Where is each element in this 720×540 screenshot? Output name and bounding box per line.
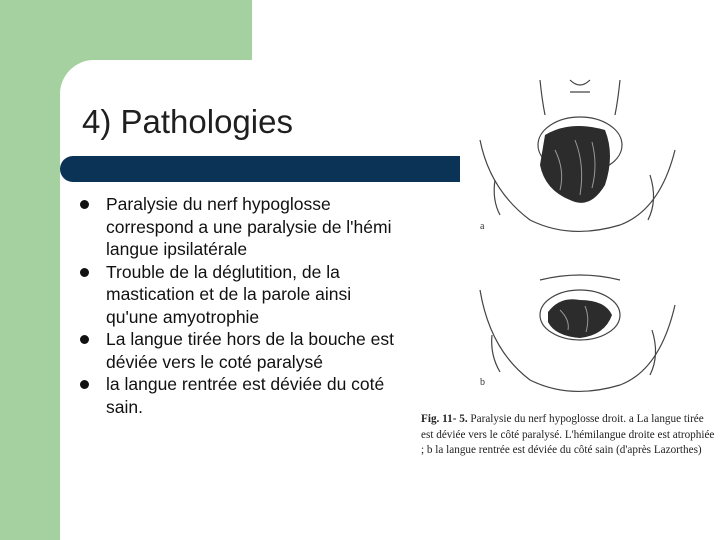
- bullet-text: Trouble de la déglutition, de la mastication et de la parole ainsi qu'une amyotrophie: [106, 261, 352, 327]
- tongue-deviation-drawing: [420, 60, 720, 420]
- figure-caption-text: Paralysie du nerf hypoglosse droit. a La langue tirée est déviée vers le côté paralysé. L'hémilangue droite est atrophiée ; b la langue rentrée est déviée du côté sain (d'après Lazorthes): [421, 413, 715, 456]
- green-accent-left: [0, 0, 60, 540]
- bullet-item: [80, 261, 400, 329]
- bullet-dot-icon: [80, 335, 89, 344]
- figure-reference: Fig. 11- 5.: [421, 413, 468, 425]
- bullet-text: la langue rentrée est déviée du coté sain.: [106, 374, 385, 417]
- panel-label-a: a: [480, 221, 485, 232]
- bullet-dot-icon: [80, 268, 89, 277]
- bullet-list: [80, 193, 400, 418]
- bullet-item: [80, 193, 400, 261]
- figure-caption: [421, 412, 717, 459]
- slide-title: 4) Pathologies: [82, 103, 293, 140]
- bullet-text: La langue tirée hors de la bouche est déviée vers le coté paralysé: [106, 329, 394, 372]
- bullet-dot-icon: [80, 200, 89, 209]
- title-underline-bar: [60, 156, 460, 182]
- bullet-item: [80, 328, 400, 373]
- bullet-dot-icon: [80, 380, 89, 389]
- bullet-item: [80, 373, 400, 418]
- bullet-text: Paralysie du nerf hypoglosse correspond a une paralysie de l'hémi langue ipsilatérale: [106, 194, 392, 259]
- panel-label-b: b: [480, 377, 485, 388]
